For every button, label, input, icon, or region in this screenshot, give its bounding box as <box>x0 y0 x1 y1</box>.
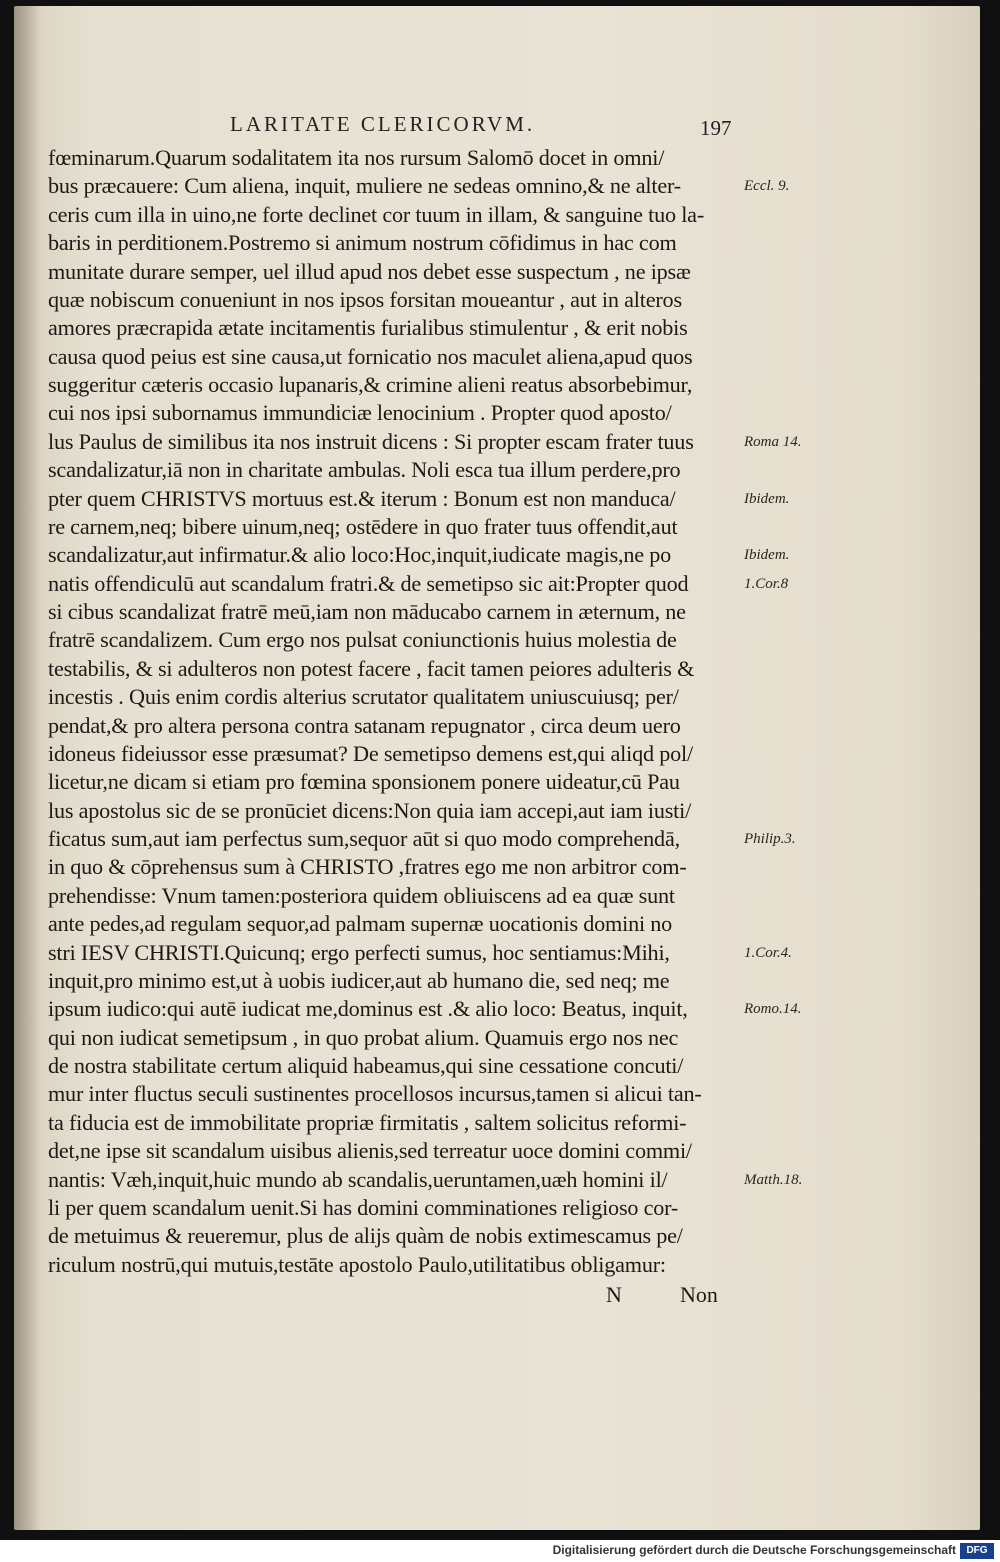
text-line: si cibus scandalizat fratrē meū,iam non māducabo carnem in æternum, ne <box>48 599 686 624</box>
text-line: ficatus sum,aut iam perfectus sum,sequor aūt si quo modo comprehendā, <box>48 826 680 851</box>
text-line: pendat,& pro altera persona contra satanam repugnator , circa deum uero <box>48 712 681 738</box>
margin-note: Eccl. 9. <box>744 178 790 195</box>
text-line: re carnem,neq; bibere uinum,neq; ostēdere in quo frater tuus offendit,aut <box>48 513 678 539</box>
margin-note: 1.Cor.8 <box>744 575 789 592</box>
margin-note: Romo.14. <box>744 1001 802 1018</box>
text-line: ipsum iudico:qui autē iudicat me,dominus est .& alio loco: Beatus, inquit, <box>48 996 688 1022</box>
text-line: incestis . Quis enim cordis alterius scrutator qualitatem uniuscuiusq; per/ <box>48 684 679 710</box>
text-line: stri IESV CHRISTI.Quicunq; ergo perfecti sumus, hoc sentiamus:Mihi, <box>48 939 670 965</box>
text-line: baris in perditionem.Postremo si animum nostrum cōfidimus in hac com <box>48 230 677 256</box>
margin-note: Roma 14. <box>744 433 802 450</box>
footer-credit: Digitalisierung gefördert durch die Deutsche Forschungsgemeinschaft <box>552 1543 956 1557</box>
catchword: Non <box>680 1282 718 1307</box>
text-line: fratrē scandalizem. Cum ergo nos pulsat coniunctionis huius molestia de <box>48 627 677 653</box>
text-line: lus Paulus de similibus ita nos instruit dicens : Si propter escam frater tuus <box>48 428 694 454</box>
text-line: prehendisse: Vnum tamen:posteriora quidem obliuiscens ad ea quæ sunt <box>48 882 675 908</box>
text-line: idoneus fideiussor esse præsumat? De semetipso demens est,qui aliqd pol/ <box>48 740 693 766</box>
margin-note: 1.Cor.4. <box>744 944 792 961</box>
text-line: inquit,pro minimo est,ut à uobis iudicer,aut ab humano die, sed neq; me <box>48 967 670 993</box>
text-line: de nostra stabilitate certum aliquid habeamus,qui sine cessatione concuti/ <box>48 1053 684 1078</box>
text-line: nantis: Væh,inquit,huic mundo ab scandalis,ueruntamen,uæh homini il/ <box>48 1166 668 1192</box>
text-line: suggeritur cæteris occasio lupanaris,& crimine alieni reatus absorbebimur, <box>48 372 693 397</box>
margin-note: Philip.3. <box>744 831 796 848</box>
text-line: scandalizatur,iā non in charitate ambulas. Noli esca tua illum perdere,pro <box>48 457 681 483</box>
text-line: ceris cum illa in uino,ne forte declinet cor tuum in illam, & sanguine tuo la- <box>48 201 705 227</box>
text-line: licetur,ne dicam si etiam pro fœmina sponsionem ponere uideatur,cū Pau <box>48 769 680 795</box>
text-line: fœminarum.Quarum sodalitatem ita nos rursum Salomō docet in omni/ <box>48 145 665 170</box>
page-number: 197 <box>700 116 732 140</box>
footer-bar <box>0 1540 1000 1562</box>
text-line: ante pedes,ad regulam sequor,ad palmam supernæ uocationis domini no <box>48 911 673 937</box>
text-line: ta fiducia est de immobilitate propriæ firmitatis , saltem solicitus reformi- <box>48 1109 687 1135</box>
margin-note: Ibidem. <box>744 490 790 507</box>
text-line: qui non iudicat semetipsum , in quo probat alium. Quamuis ergo nos nec <box>48 1024 679 1050</box>
text-line: cui nos ipsi subornamus immundiciæ lenocinium . Propter quod aposto/ <box>48 400 672 426</box>
text-line: det,ne ipse sit scandalum uisibus alienis,sed terreatur uoce domini commi/ <box>48 1138 692 1164</box>
text-line: riculum nostrū,qui mutuis,testāte apostolo Paulo,utilitatibus obligamur: <box>48 1251 666 1277</box>
text-line: bus præcauere: Cum aliena, inquit, muliere ne sedeas omnino,& ne alter- <box>48 173 681 199</box>
text-line: in quo & cōprehensus sum à CHRISTO ,fratres ego me non arbitror com- <box>48 854 687 880</box>
text-line: scandalizatur,aut infirmatur.& alio loco:Hoc,inquit,iudicate magis,ne po <box>48 542 672 568</box>
text-line: testabilis, & si adulteros non potest facere , facit tamen peiores adulteris & <box>48 655 695 681</box>
text-block <box>48 144 740 1279</box>
margin-note: Ibidem. <box>744 547 790 564</box>
text-line: munitate durare semper, uel illud apud nos debet esse suspectum , ne ipsæ <box>48 258 691 284</box>
text-line: natis offendiculū aut scandalum fratri.& de semetipso sic ait:Propter quod <box>48 570 689 596</box>
running-head: LARITATE CLERICORVM. <box>230 112 536 136</box>
text-line: mur inter fluctus seculi sustinentes procellosos incursus,tamen si alicui tan- <box>48 1081 702 1107</box>
text-line: pter quem CHRISTVS mortuus est.& iterum : Bonum est non manduca/ <box>48 485 676 511</box>
text-line: lus apostolus sic de se pronūciet dicens:Non quia iam accepi,aut iam iusti/ <box>48 797 692 823</box>
text-line: li per quem scandalum uenit.Si has domini comminationes religioso cor- <box>48 1194 679 1220</box>
text-line: quæ nobiscum conueniunt in nos ipsos forsitan moueantur , aut in alteros <box>48 286 682 312</box>
signature-mark: N <box>606 1282 622 1307</box>
gutter-shadow <box>14 6 40 1530</box>
text-line: de metuimus & reueremur, plus de alijs quàm de nobis extimescamus pe/ <box>48 1223 683 1249</box>
margin-note: Matth.18. <box>744 1171 803 1188</box>
text-line: amores præcrapida ætate incitamentis furialibus stimulentur , & erit nobis <box>48 315 688 341</box>
text-line: causa quod peius est sine causa,ut fornicatio nos maculet aliena,apud quos <box>48 343 693 369</box>
dfg-logo: DFG <box>960 1543 994 1559</box>
